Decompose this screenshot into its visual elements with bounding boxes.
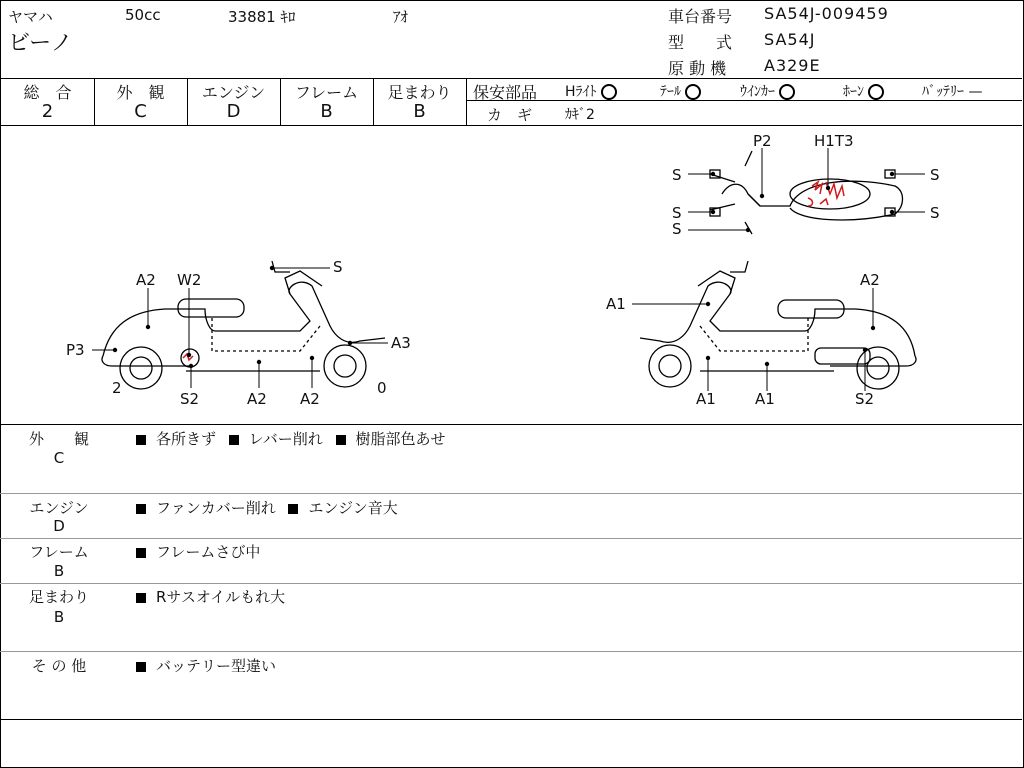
- scooter-diagram: [0, 126, 1022, 424]
- label-0: 0: [377, 379, 387, 397]
- note-category: 外 観: [28, 430, 89, 448]
- label-p3: P3: [66, 341, 85, 359]
- engine-value: A329E: [764, 56, 821, 75]
- label-a1: A1: [755, 390, 775, 408]
- bullet-square-icon: [136, 593, 146, 603]
- label-s: S: [672, 220, 682, 238]
- label-a2: A2: [136, 271, 156, 289]
- grade-exterior-label: 外 観: [116, 83, 165, 102]
- divider: [0, 651, 1022, 652]
- note-grade: B: [53, 608, 65, 626]
- engine-label: 原 動 機: [668, 59, 727, 78]
- frame-no-label: 車台番号: [668, 7, 733, 26]
- ok-circle-icon: [601, 84, 617, 100]
- note-category: エンジン: [29, 499, 89, 517]
- divider: [0, 78, 1022, 79]
- grade-total-label: 総 合: [23, 83, 72, 102]
- ok-circle-icon: [685, 84, 701, 100]
- ok-circle-icon: [868, 84, 884, 100]
- divider: [0, 538, 1022, 539]
- bullet-square-icon: [136, 662, 146, 672]
- grade-frame-value: B: [320, 101, 333, 122]
- divider: [0, 424, 1022, 425]
- maker: ヤマハ: [8, 8, 53, 26]
- note-items: 各所きず レバー削れ 樹脂部色あせ: [136, 428, 454, 449]
- label-s: S: [672, 166, 682, 184]
- label-p2: P2: [753, 132, 772, 150]
- type-label: 型 式: [668, 33, 733, 52]
- note-grade: C: [53, 449, 65, 467]
- label-a2: A2: [860, 271, 880, 289]
- label-s2: S2: [855, 390, 875, 408]
- bullet-square-icon: [136, 435, 146, 445]
- dash-mark: —: [968, 84, 983, 100]
- label-a1: A1: [696, 390, 716, 408]
- displacement: 50cc: [125, 6, 161, 24]
- safety-winker: ｳｲﾝｶｰ: [740, 81, 795, 101]
- color: ｱｵ: [393, 8, 409, 26]
- label-s: S: [333, 258, 343, 276]
- label-w2: W2: [177, 271, 202, 289]
- label-s: S: [672, 204, 682, 222]
- note-grade: B: [53, 562, 65, 580]
- label-a1: A1: [606, 295, 626, 313]
- frame-no: SA54J-009459: [764, 4, 889, 23]
- bullet-square-icon: [336, 435, 346, 445]
- safety-label: 保安部品: [473, 83, 538, 102]
- bullet-square-icon: [136, 504, 146, 514]
- note-category: 足まわり: [28, 588, 89, 606]
- model-name: ビーノ: [8, 31, 73, 56]
- scooter-top-view: [710, 151, 903, 234]
- grade-frame-label: フレーム: [294, 83, 359, 102]
- divider: [0, 493, 1022, 494]
- note-items: フレームさび中: [136, 541, 268, 562]
- label-s: S: [930, 166, 940, 184]
- label-a2: A2: [247, 390, 267, 408]
- note-category: そ の 他: [31, 657, 87, 675]
- safety-horn: ﾎｰﾝ: [843, 81, 884, 101]
- bullet-square-icon: [288, 504, 298, 514]
- label-s2: S2: [180, 390, 200, 408]
- note-items: バッテリー型違い: [136, 655, 284, 676]
- key-label: カ ギ: [487, 106, 533, 124]
- mileage: 33881 ｷﾛ: [228, 8, 296, 26]
- divider: [0, 583, 1022, 584]
- note-items: ファンカバー削れ エンジン音大: [136, 497, 406, 518]
- label-s: S: [930, 204, 940, 222]
- ok-circle-icon: [779, 84, 795, 100]
- safety-taillight: ﾃｰﾙ: [660, 81, 701, 101]
- safety-battery: ﾊﾞｯﾃﾘｰ —: [922, 84, 983, 100]
- note-items: Rサスオイルもれ大: [136, 586, 293, 607]
- grade-exterior-value: C: [134, 101, 147, 122]
- grade-total-value: 2: [41, 101, 54, 122]
- grade-suspension-value: B: [413, 101, 426, 122]
- bullet-square-icon: [136, 548, 146, 558]
- divider: [466, 78, 467, 125]
- grade-suspension-label: 足まわり: [387, 83, 452, 102]
- key-value: ｶｷﾞ2: [565, 107, 595, 123]
- note-category: フレーム: [29, 543, 89, 561]
- grade-engine-label: エンジン: [201, 83, 266, 102]
- label-2: 2: [112, 379, 122, 397]
- divider: [0, 719, 1022, 720]
- label-a2: A2: [300, 390, 320, 408]
- grade-engine-value: D: [226, 101, 241, 122]
- note-grade: D: [53, 517, 65, 535]
- label-h1t3: H1T3: [814, 132, 854, 150]
- type-value: SA54J: [764, 30, 816, 49]
- safety-headlight: Hﾗｲﾄ: [565, 81, 617, 101]
- bullet-square-icon: [229, 435, 239, 445]
- label-a3: A3: [391, 334, 411, 352]
